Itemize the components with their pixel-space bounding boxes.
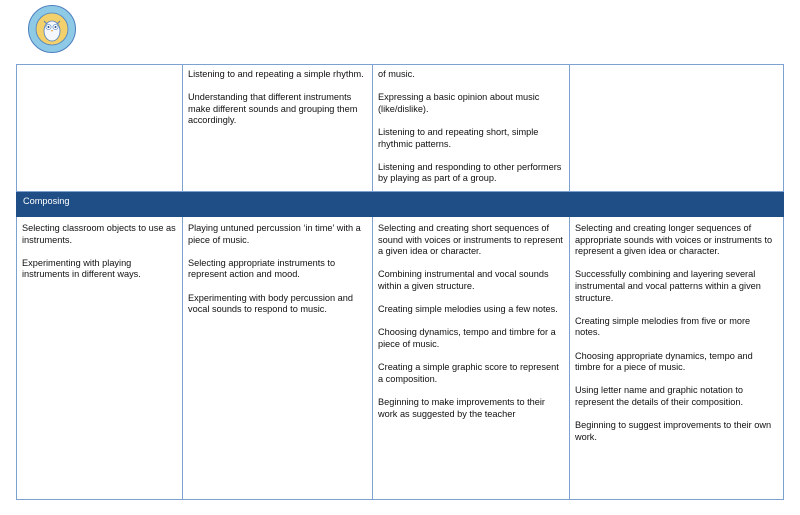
- cell-paragraph: Combining instrumental and vocal sounds within a given structure.: [378, 269, 549, 291]
- cell-paragraph: Listening to and repeating short, simple rhythmic patterns.: [378, 126, 539, 149]
- table-cell: [570, 65, 784, 192]
- cell-paragraph: Using letter name and graphic notation to represent the details of their composition.: [575, 385, 744, 407]
- cell-paragraph: Successfully combining and layering several instrumental and vocal patterns within a given structure.: [575, 269, 761, 303]
- cell-paragraph: Creating simple melodies using a few notes.: [378, 304, 558, 315]
- cell-paragraph: Selecting and creating longer sequences of appropriate sounds with voices or instruments to represent a given idea or character.: [575, 223, 773, 257]
- cell-paragraph: Beginning to make improvements to their work as suggested by the teacher: [378, 396, 545, 419]
- music-progression-table: [16, 64, 784, 500]
- cell-paragraph: Listening and responding to other performers by playing as part of a group.: [378, 161, 562, 184]
- section-header-composing: Composing: [17, 192, 183, 217]
- composing-row: [17, 217, 784, 500]
- cell-paragraph: of music.: [378, 69, 415, 79]
- header-cell: [183, 192, 373, 217]
- table-cell: [373, 217, 570, 500]
- cell-paragraph: Beginning to suggest improvements to their own work.: [575, 420, 772, 442]
- cell-paragraph: Expressing a basic opinion about music (like/dislike).: [378, 92, 540, 114]
- cell-paragraph: Selecting appropriate instruments to represent action and mood.: [188, 257, 336, 280]
- cell-paragraph: Experimenting with body percussion and vocal sounds to respond to music.: [188, 292, 353, 315]
- cell-paragraph: Selecting classroom objects to use as instruments.: [22, 223, 176, 245]
- cell-paragraph: Playing untuned percussion ‘in time’ with a piece of music.: [188, 223, 361, 245]
- owl-logo-icon: [27, 4, 77, 54]
- cell-paragraph: Experimenting with playing instruments in different ways.: [22, 257, 141, 280]
- cell-paragraph: Creating a simple graphic score to represent a composition.: [378, 362, 559, 384]
- cell-paragraph: Selecting and creating short sequences of sound with voices or instruments to represent a given idea or character.: [378, 223, 563, 257]
- header-cell: [570, 192, 784, 217]
- cell-paragraph: Choosing appropriate dynamics, tempo and timbre for a piece of music.: [575, 350, 753, 373]
- cell-paragraph: Understanding that different instruments make different sounds and grouping them accordingly.: [188, 92, 358, 126]
- table-cell: [17, 217, 183, 500]
- header-cell: [373, 192, 570, 217]
- section-header-row: [17, 192, 784, 217]
- cell-paragraph: Choosing dynamics, tempo and timbre for a piece of music.: [378, 327, 556, 349]
- school-logo: [27, 4, 77, 54]
- table-cell: [570, 217, 784, 500]
- table-cell: [373, 65, 570, 192]
- table-cell: [183, 217, 373, 500]
- table-cell: [183, 65, 373, 192]
- previous-section-row: [17, 65, 784, 192]
- cell-paragraph: Creating simple melodies from five or more notes.: [575, 315, 751, 338]
- table-cell: [17, 65, 183, 192]
- cell-paragraph: Listening to and repeating a simple rhythm.: [188, 69, 364, 79]
